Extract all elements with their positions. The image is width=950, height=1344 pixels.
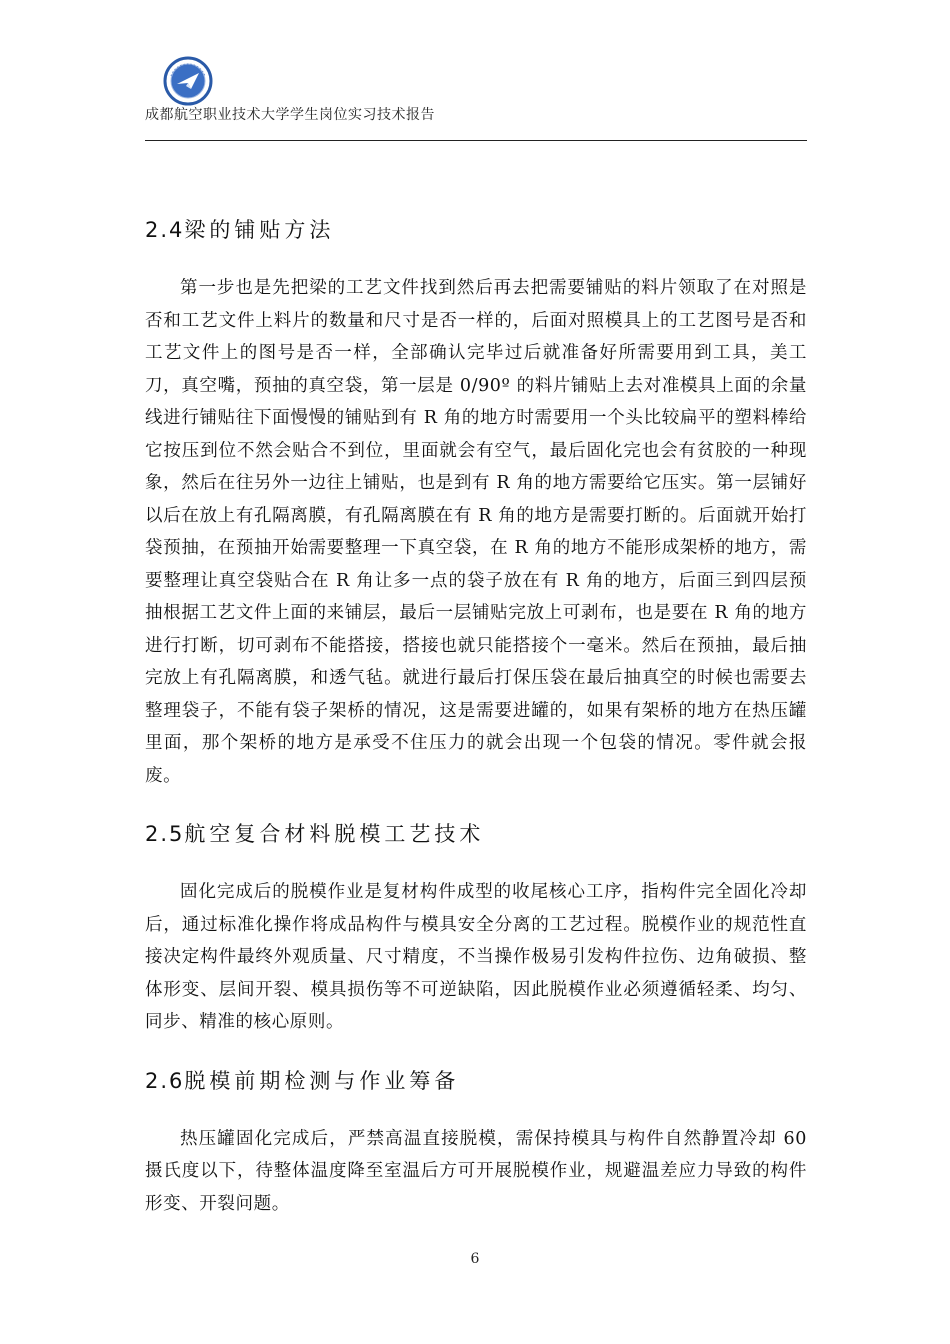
section-2-6 [145, 1061, 807, 1221]
section-2-4 [145, 210, 807, 814]
section-heading [145, 814, 807, 854]
document-body [145, 210, 807, 1220]
section-title: 梁的铺贴方法 [184, 218, 335, 242]
section-number: 2.6 [145, 1068, 185, 1093]
section-paragraph: 固化完成后的脱模作业是复材构件成型的收尾核心工序，指构件完全固化冷却后，通过标准化操作将成品构件与模具安全分离的工艺过程。脱模作业的规范性直接决定构件最终外观质量、尺寸精度，不当操作极易引发构件拉伤、边角破损、整体形变、层间开裂、模具损伤等不可逆缺陷，因此脱模作业必须遵循轻柔、均匀、同步、精准的核心原则。 [145, 882, 807, 1032]
section-paragraph: 第一步也是先把梁的工艺文件找到然后再去把需要铺贴的料片领取了在对照是否和工艺文件上料片的数量和尺寸是否一样的，后面对照模具上的工艺图号是否和工艺文件上的图号是否一样，全部确认完毕过后就准备好所需要用到工具，美工刀，真空嘴，预抽的真空袋，第一层是 0/90º 的料片铺贴上去对准模具上面的余量线进行铺贴往下面慢慢的铺贴到有 R 角的地方时需要用一个头比较扁平的塑料棒给它按压到位不然会贴合不到位，里面就会有空气，最后固化完也会有贫胶的一种现象，然后在往另外一边往上铺贴，也是到有 R 角的地方需要给它压实。第一层铺好以后在放上有孔隔离膜，有孔隔离膜在有 R 角的地方是需要打断的。后面就开始打袋预抽，在预抽开始需要整理一下真空袋，在 R 角的地方不能形成架桥的地方，需要整理让真空袋贴合在 R 角让多一点的袋子放在有 R 角的地方，后面三到四层预抽根据工艺文件上面的来铺层，最后一层铺贴完放上可剥布，也是要在 R 角的地方进行打断，切可剥布不能搭接，搭接也就只能搭接个一毫米。然后在预抽，最后抽完放上有孔隔离膜，和透气毡。就进行最后打保压袋在最后抽真空的时候也需要去整理袋子，不能有袋子架桥的情况，这是需要进罐的，如果有架桥的地方在热压罐里面，那个架桥的地方是承受不住压力的就会出现一个包袋的情况。零件就会报废。 [145, 278, 807, 786]
section-heading [145, 1061, 807, 1101]
university-seal-plane-icon [163, 56, 213, 106]
page-header [145, 54, 807, 141]
page-number: 6 [470, 1251, 480, 1267]
section-number: 2.4 [145, 218, 185, 242]
header-title: 成都航空职业技术大学学生岗位实习技术报告 [145, 107, 435, 123]
section-paragraph: 热压罐固化完成后，严禁高温直接脱模，需保持模具与构件自然静置冷却 60 摄氏度以下，待整体温度降至室温后方可开展脱模作业，规避温差应力导致的构件形变、开裂问题。 [145, 1128, 807, 1214]
section-2-5 [145, 814, 807, 1061]
section-title: 脱模前期检测与作业筹备 [184, 1068, 460, 1093]
section-number: 2.5 [145, 822, 185, 846]
section-heading [145, 210, 807, 250]
section-title: 航空复合材料脱模工艺技术 [184, 822, 485, 846]
